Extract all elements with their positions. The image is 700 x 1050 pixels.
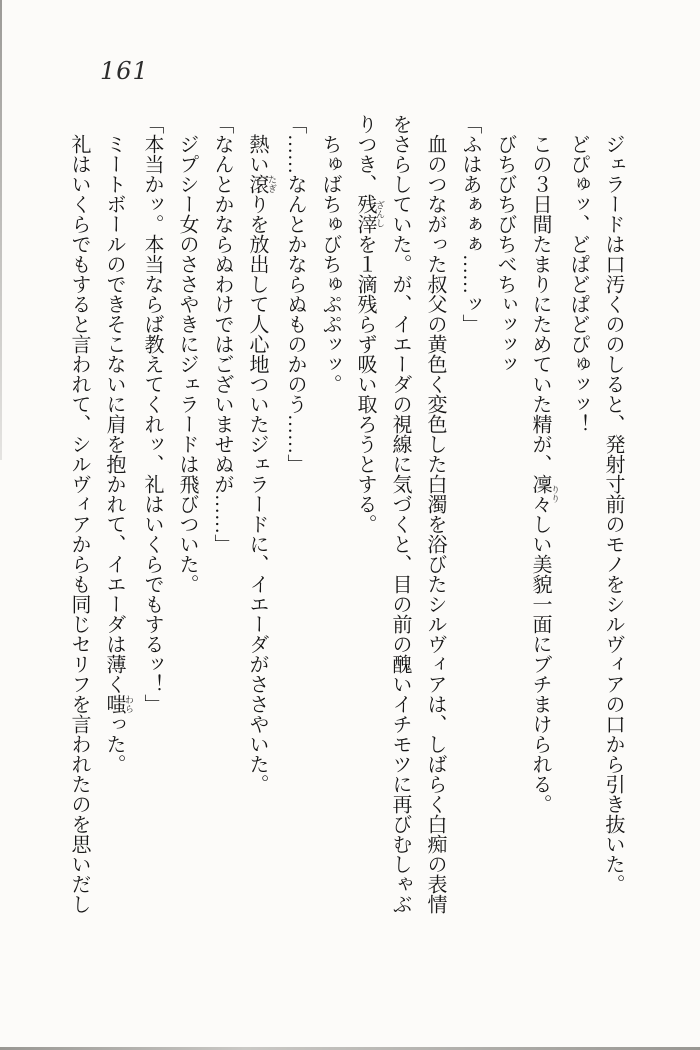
page-left-edge-shadow — [0, 0, 2, 460]
paragraph: 「なんとかならぬわけではございませぬが……」 — [211, 114, 233, 554]
paragraph: 熱い滾 たぎりを放出して人心地ついたジェラードに、イエーダがささやいた。 — [246, 134, 277, 794]
paragraph: ミートボールのできそこないに肩を抱かれて、イエーダは薄く嗤 わらった。 — [103, 134, 134, 774]
paragraph: 礼はいくらでもすると言われて、シルヴィアからも同じセリフを言われたのを思いだし — [68, 134, 90, 914]
paragraph: どぴゅッ、どぱどぱどぴゅッッ！ — [567, 134, 589, 434]
ruby-annotated-word: 残滓 ざんし — [354, 194, 385, 234]
vertical-text-block — [68, 114, 630, 918]
page-number: 161 — [100, 57, 149, 85]
ruby-annotated-word: 滾 たぎ — [246, 174, 277, 194]
paragraph: ちゅばちゅびちゅぷぷッッ。 — [319, 134, 341, 394]
paragraph: ジプシー女のささやきにジェラードは飛びついた。 — [176, 134, 198, 594]
ruby-annotated-word: 嗤 わら — [103, 694, 134, 714]
paragraph: 「……なんとかならぬものかのう……」 — [284, 114, 306, 474]
paragraph: 「本当かッ。本当ならば教えてくれッ、礼はいくらでもするッ！」 — [141, 114, 163, 714]
ruby-annotated-word: 凜々 りり — [529, 474, 560, 514]
paragraph: びちびちびちべちぃッッッ — [494, 134, 516, 374]
paragraph: ジェラードは口汚くののしると、発射寸前のモノをシルヴィアの口から引き抜いた。 — [602, 134, 624, 894]
paragraph: 「ふはあぁぁぁ……ッ」 — [459, 114, 481, 334]
paragraph: この３日間たまりにためていた精が、凜々 りりしい美貌一面にブチまけられる。 — [529, 134, 560, 814]
paragraph: 血のつながった叔父の黄色く変色した白濁を浴びたシルヴィアは、しばらく白痴の表情をさらしていた。が、イエーダの視線に気づくと、目の前の醜いイチモツに再びむしゃぶりつき、残滓 ざんしを１滴残らず吸い取ろうとする。 — [354, 114, 446, 914]
